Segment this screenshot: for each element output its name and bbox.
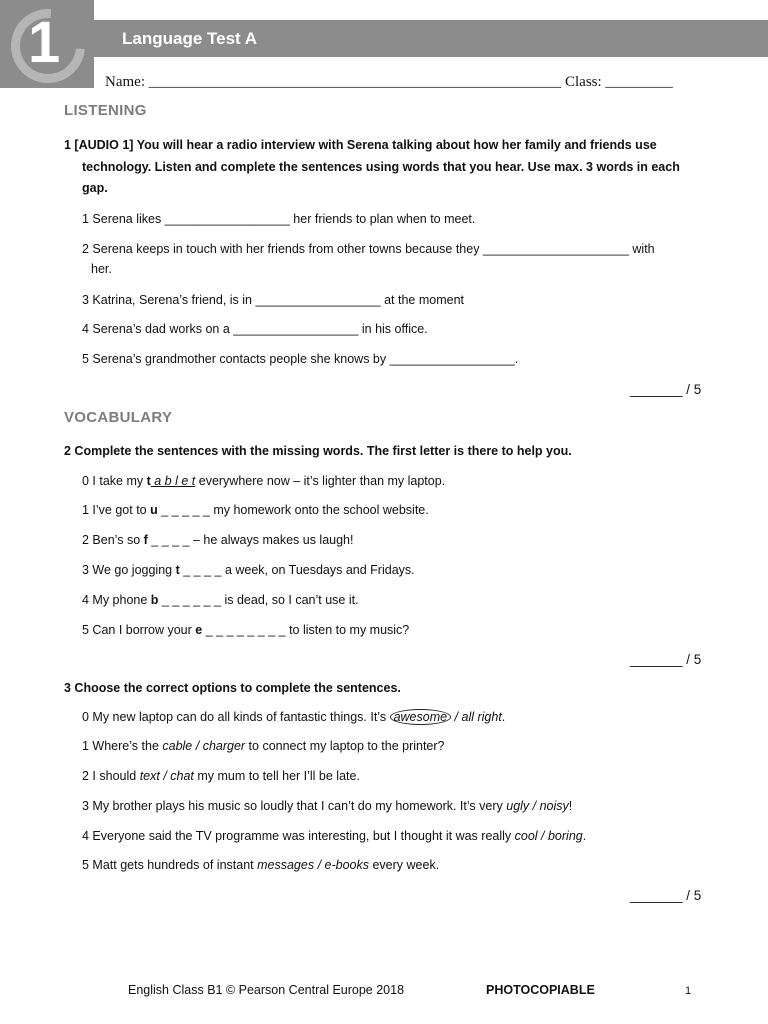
item-text: a week, on Tuesdays and Fridays. [221,563,415,577]
first-letter: u [150,503,158,517]
item-text: everywhere now – it’s lighter than my laptop. [195,474,446,488]
score-listening[interactable]: _______ / 5 [630,382,702,397]
score-exercise-3[interactable]: _______ / 5 [630,888,702,903]
option[interactable]: cable [162,739,193,753]
option-separator: / [192,739,203,753]
answer-gap[interactable]: _ _ _ _ [179,563,222,577]
footer-copyright: English Class B1 © Pearson Central Europe 2018 [128,983,405,997]
option-separator: / [451,710,462,724]
option[interactable]: chat [170,769,194,783]
answer-gap[interactable]: _ _ _ _ [147,533,190,547]
score-exercise-2[interactable]: _______ / 5 [630,652,702,667]
item-text: 1 Where’s the [82,739,163,753]
vocab-item [82,560,702,580]
option[interactable]: all right [461,710,502,724]
name-label: Name: [105,74,145,90]
item-text: 3 We go jogging [82,563,176,577]
item-text: to listen to my music? [285,623,410,637]
answer-gap[interactable]: _ _ _ _ _ _ _ _ [202,623,286,637]
item-text: 1 I’ve got to [82,503,151,517]
vocab-item [82,530,702,550]
option-separator: / [529,799,540,813]
option[interactable]: charger [202,739,246,753]
listening-item [82,349,702,369]
first-letter: e [195,623,203,637]
section-heading-listening: LISTENING [64,102,147,119]
first-letter: b [150,593,159,607]
item-text: 5 Serena’s grandmother contacts people she knows by [82,352,390,366]
item-text: 4 My phone [82,593,151,607]
exercise-1-instruction [64,134,714,198]
name-blank[interactable]: _______________________________________________________ [148,74,562,90]
item-text: . [501,710,506,724]
vocab-item [82,590,702,610]
footer-page-number: 1 [685,985,692,997]
option-separator: / [159,769,171,783]
option-circled[interactable]: awesome [390,709,452,725]
answer-gap[interactable]: __________________ [233,322,359,336]
option[interactable]: cool [514,829,538,843]
first-letter: t [146,474,151,488]
section-heading-vocabulary: VOCABULARY [64,409,173,426]
first-letter: f [143,533,148,547]
item-text: 5 Matt gets hundreds of instant [82,858,258,872]
item-text: 0 I take my [82,474,147,488]
item-text: to connect my laptop to the printer? [245,739,445,753]
item-text: with [628,242,655,256]
answer-gap[interactable]: _ _ _ _ _ [157,503,210,517]
listening-item [82,209,702,229]
footer-photocopiable: PHOTOCOPIABLE [486,983,595,997]
answer-gap[interactable]: _ _ _ _ _ _ [158,593,221,607]
item-text: 1 Serena likes [82,212,165,226]
choice-item [82,826,702,846]
instruction-line: technology. Listen and complete the sentences using words that you hear. Use max. 3 words in each [82,160,680,174]
item-text: 4 Everyone said the TV programme was interesting, but I thought it was really [82,829,515,843]
option[interactable]: ugly [506,799,530,813]
vocab-item [82,620,702,640]
title-bar [94,20,768,57]
option[interactable]: text [139,769,160,783]
item-text: . [582,829,587,843]
page-title: Language Test A [122,29,258,48]
answer-gap[interactable]: _____________________ [482,242,629,256]
item-text: . [514,352,519,366]
item-text: at the moment [380,293,464,307]
exercise-2-instruction: 2 Complete the sentences with the missing words. The first letter is there to help you. [64,444,572,458]
listening-item [82,290,702,310]
vocab-item [82,471,702,491]
name-class-line [105,74,673,91]
choice-item [82,796,702,816]
item-text: her. [91,262,112,276]
listening-item [82,239,702,279]
option[interactable]: e-books [324,858,369,872]
item-text: 2 Ben’s so [82,533,144,547]
class-label: Class: [564,74,602,90]
item-text: my homework onto the school website. [209,503,429,517]
option[interactable]: boring [547,829,583,843]
instruction-line: gap. [82,181,108,195]
item-text: 5 Can I borrow your [82,623,196,637]
choice-item [82,707,702,727]
answer-gap[interactable]: __________________ [255,293,381,307]
item-text: 4 Serena’s dad works on a [82,322,234,336]
exercise-3-instruction: 3 Choose the correct options to complete the sentences. [64,681,401,695]
listening-item [82,319,702,339]
option-separator: / [314,858,325,872]
item-text: 3 My brother plays his music so loudly that I can’t do my homework. It’s very [82,799,507,813]
option[interactable]: messages [257,858,315,872]
item-text: 0 My new laptop can do all kinds of fantastic things. It’s [82,710,390,724]
answer-gap[interactable]: __________________ [389,352,515,366]
item-text: 2 Serena keeps in touch with her friends from other towns because they [82,242,483,256]
unit-number: 1 [28,10,61,75]
example-answer: a b l e t [150,474,196,488]
item-text: my mum to tell her I’ll be late. [193,769,360,783]
item-text: her friends to plan when to meet. [289,212,476,226]
choice-item [82,855,702,875]
choice-item [82,736,702,756]
option-separator: / [537,829,548,843]
item-text: every week. [369,858,440,872]
first-letter: t [175,563,180,577]
item-text: 3 Katrina, Serena’s friend, is in [82,293,256,307]
class-blank[interactable]: _________ [605,74,673,90]
unit-badge [0,0,94,88]
answer-gap[interactable]: __________________ [164,212,290,226]
item-text: in his office. [358,322,428,336]
item-text: 2 I should [82,769,140,783]
choice-item [82,766,702,786]
vocab-item [82,500,702,520]
instruction-line: 1 [AUDIO 1] You will hear a radio interview with Serena talking about how her family and friends use [64,138,657,152]
option[interactable]: noisy [539,799,569,813]
item-text: ! [568,799,573,813]
item-text: – he always makes us laugh! [189,533,354,547]
item-text: is dead, so I can’t use it. [221,593,359,607]
